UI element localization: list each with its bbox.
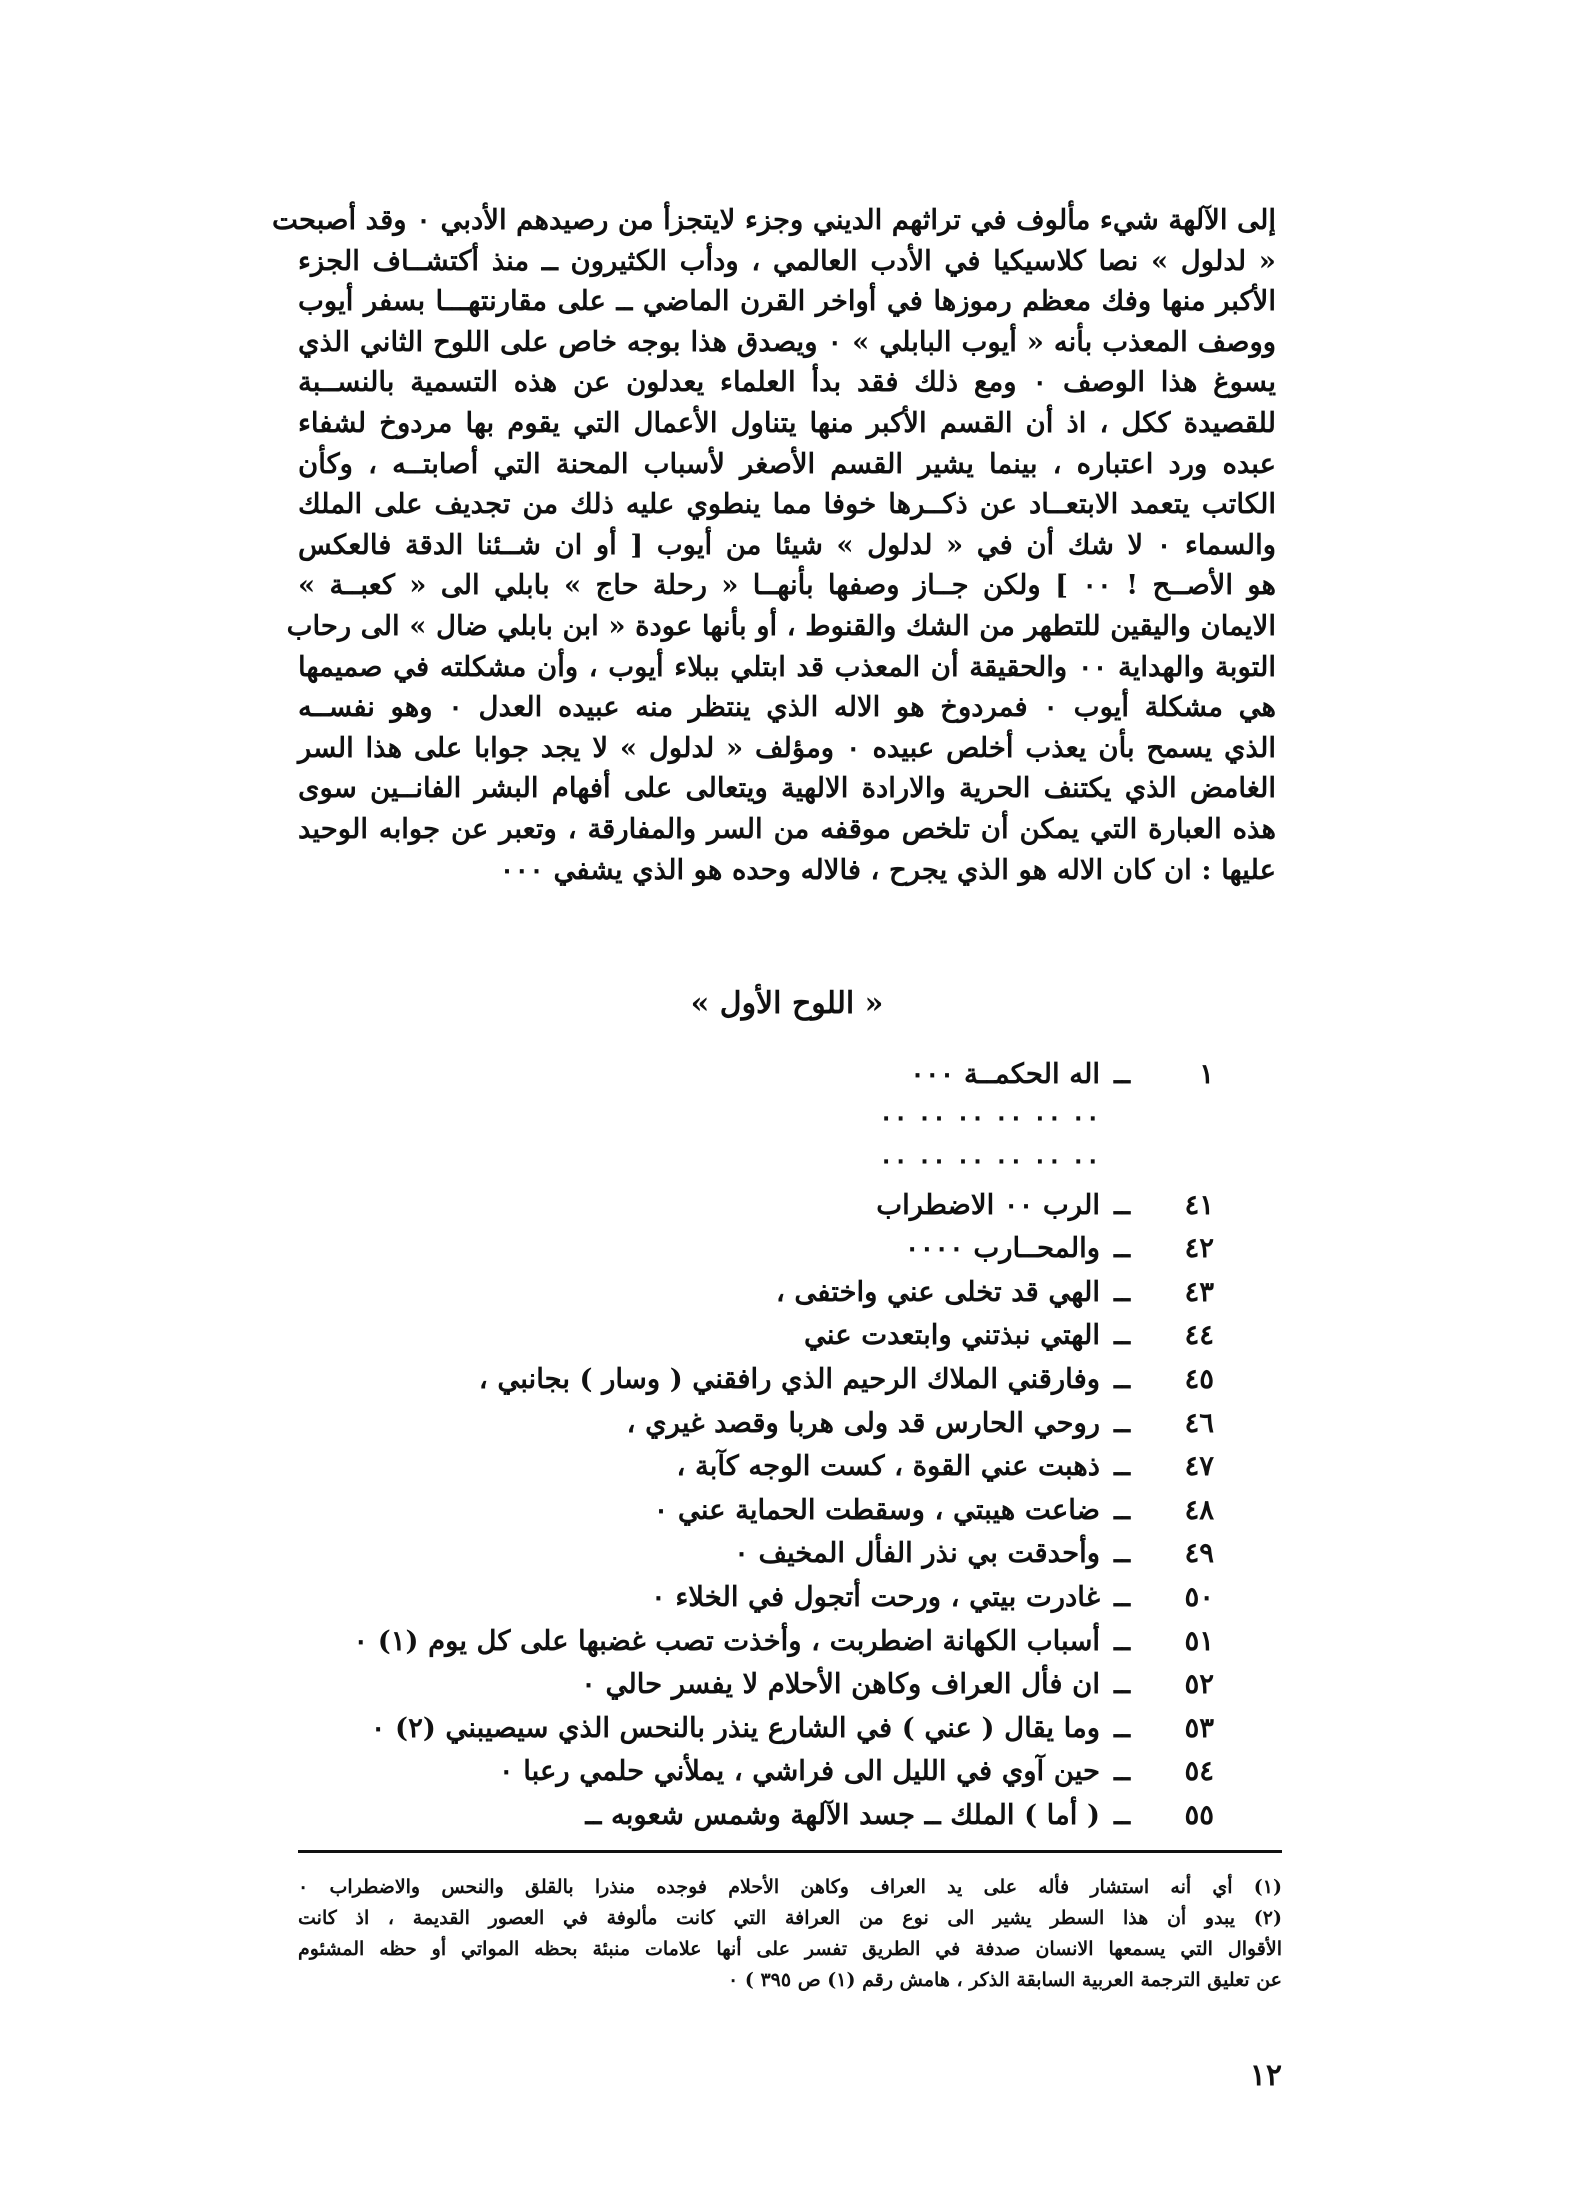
- verse-number: ٤٧: [1184, 1450, 1214, 1483]
- verse-dash: ــ: [1113, 1798, 1131, 1831]
- verse-dash: ــ: [1113, 1668, 1131, 1701]
- body-line: هي مشكلة أيوب ٠ فمردوخ هو الاله الذي ينتظر منه عبيده العدل ٠ وهو نفســه: [298, 691, 1276, 724]
- section-title: « اللوح الأول »: [690, 986, 884, 1021]
- body-line: هذه العبارة التي يمكن أن تلخص موقفه من السر والمفارقة ، وتعبر عن جوابه الوحيد: [298, 812, 1276, 845]
- verse-item: [580, 1052, 1214, 1096]
- verse-item: [580, 1793, 1214, 1837]
- verse-item: [498, 1750, 1214, 1794]
- verse-text: روحي الحارس قد ولى هربا وقصد غيري ،: [626, 1406, 1100, 1439]
- body-line: « لدلول » نصا كلاسيكيا في الأدب العالمي ، ودأب الكثيرون ــ منذ أكتشــاف الجزء: [298, 244, 1276, 277]
- body-line: ووصف المعذب بأنه « أيوب البابلي » ٠ ويصدق هذا بوجه خاص على اللوح الثاني الذي: [298, 325, 1277, 358]
- verse-text: وأحدقت بي نذر الفأل المخيف ٠: [734, 1537, 1100, 1570]
- verse-item: [580, 1270, 1214, 1314]
- body-line: هو الأصــح ! ٠٠ ] ولكن جــاز وصفها بأنهــا « رحلة حاج » بابلي الى « كعبــة »: [298, 569, 1276, 602]
- verse-item: [580, 1183, 1214, 1227]
- verse-dash: ــ: [1113, 1275, 1131, 1308]
- body-line: الغامض الذي يكتنف الحرية والارادة الالهية ويتعالى على أفهام البشر الفانــين سوى: [298, 772, 1276, 805]
- verse-dash: ــ: [1113, 1362, 1131, 1395]
- verse-number: ١: [1199, 1057, 1214, 1090]
- verse-text: الهي قد تخلى عني واختفى ،: [775, 1275, 1100, 1308]
- ellipsis-row: ٠٠ ٠٠ ٠٠ ٠٠ ٠٠ ٠٠: [878, 1101, 1100, 1133]
- verse-dash: ــ: [1113, 1755, 1131, 1788]
- verse-number: ٤٥: [1184, 1362, 1214, 1395]
- verse-number: ٤٤: [1184, 1319, 1214, 1352]
- verse-text: وما يقال ( عني ) في الشارع ينذر بالنحس الذي سيصيبني (٢) ٠: [370, 1711, 1100, 1744]
- verse-number: ٤٨: [1184, 1493, 1214, 1526]
- body-line: عبده ورد اعتباره ، بينما يشير القسم الأصغر لأسباب المحنة التي أصابتــه ، وكأن: [298, 447, 1276, 480]
- verse-text: ان فأل العراف وكاهن الأحلام لا يفسر حالي ٠: [581, 1668, 1100, 1701]
- body-line: الايمان واليقين للتطهر من الشك والقنوط ، أو بأنها عودة « ابن بابلي ضال » الى رحاب: [286, 609, 1276, 642]
- verse-text: الهتي نبذتني وابتعدت عني: [804, 1319, 1100, 1352]
- verse-dash: ــ: [1113, 1711, 1131, 1744]
- verse-item: [580, 1662, 1214, 1706]
- footnote-line: (١) أي أنه استشار فأله على يد العراف وكاهن الأحلام فوجده منذرا بالقلق والنحس والاضطراب ٠: [298, 1876, 1282, 1898]
- body-line: الأكبر منها وفك معظم رموزها في أواخر القرن الماضي ــ على مقارنتهـــا بسفر أيوب: [298, 285, 1276, 318]
- body-line: التوبة والهداية ٠٠ والحقيقة أن المعذب قد ابتلي ببلاء أيوب ، وأن مشكلته في صميمها: [298, 650, 1276, 683]
- verse-item: [580, 1575, 1214, 1619]
- verse-text: والمحــارب ٠٠٠٠: [904, 1232, 1100, 1265]
- verse-text: أسباب الكهانة اضطربت ، وأخذت تصب غضبها على كل يوم (١) ٠: [353, 1624, 1100, 1657]
- verse-number: ٥٠: [1184, 1580, 1214, 1613]
- verse-dash: ــ: [1113, 1232, 1131, 1265]
- verse-dash: ــ: [1113, 1624, 1131, 1657]
- verse-text: ذهبت عني القوة ، كست الوجه كآبة ،: [676, 1450, 1100, 1483]
- body-paragraph: [272, 200, 1277, 890]
- verse-dash: ــ: [1113, 1406, 1131, 1439]
- body-line: الكاتب يتعمد الابتعــاد عن ذكــرها خوفا مما ينطوي عليه ذلك من تجديف على الملك: [298, 488, 1276, 521]
- verse-dash: ــ: [1113, 1319, 1131, 1352]
- verse-number: ٥٢: [1184, 1668, 1214, 1701]
- footnote-divider: [298, 1850, 1282, 1853]
- body-line: والسماء ٠ لا شك أن في « لدلول » شيئا من أيوب [ أو ان شــئنا الدقة فالعكس: [298, 528, 1276, 561]
- body-line: الذي يسمح بأن يعذب أخلص عبيده ٠ ومؤلف « لدلول » لا يجد جوابا على هذا السر: [298, 731, 1276, 764]
- verse-item: [580, 1444, 1214, 1488]
- verse-item: [580, 1532, 1214, 1576]
- body-line: إلى الآلهة شيء مألوف في تراثهم الديني وجزء لايتجزأ من رصيدهم الأدبي ٠ وقد أصبحت: [272, 204, 1276, 236]
- verse-text: اله الحكمــة ٠٠٠: [910, 1057, 1100, 1090]
- verse-dash: ــ: [1113, 1057, 1131, 1090]
- footnote-line: (٢) يبدو أن هذا السطر يشير الى نوع من العرافة التي كانت مألوفة في العصور القديمة ، اذ كانت: [298, 1907, 1282, 1929]
- ellipsis-row: ٠٠ ٠٠ ٠٠ ٠٠ ٠٠ ٠٠: [878, 1145, 1100, 1177]
- verse-number: ٥١: [1184, 1624, 1214, 1657]
- verse-number: ٥٤: [1184, 1755, 1214, 1788]
- footnote-line: عن تعليق الترجمة العربية السابقة الذكر ، هامش رقم (١) ص ٣٩٥ ) ٠: [728, 1969, 1282, 1991]
- verse-text: غادرت بيتي ، ورحت أتجول في الخلاء ٠: [651, 1580, 1100, 1613]
- verse-item: [580, 1314, 1214, 1358]
- verse-number: ٤٣: [1184, 1275, 1214, 1308]
- body-line-last: عليها : ان كان الاله هو الذي يجرح ، فالاله وحده هو الذي يشفي ٠٠٠: [499, 853, 1276, 886]
- body-line: للقصيدة ككل ، اذ أن القسم الأكبر منها يتناول الأعمال التي يقوم بها مردوخ لشفاء: [298, 406, 1276, 439]
- page-number: ١٢: [1249, 2058, 1282, 2093]
- verse-dash: ــ: [1113, 1580, 1131, 1613]
- verse-dash: ــ: [1113, 1493, 1131, 1526]
- verse-item: [580, 1226, 1214, 1270]
- verse-item: [580, 1401, 1214, 1445]
- verse-text: ( أما ) الملك ــ جسد الآلهة وشمس شعوبه ــ: [585, 1798, 1100, 1831]
- footnotes: [298, 1872, 1282, 1996]
- verse-item: [580, 1488, 1214, 1532]
- verse-text: وفارقني الملاك الرحيم الذي رافقني ( وسار ) بجانبي ،: [478, 1362, 1100, 1395]
- verse-item: [478, 1357, 1214, 1401]
- verse-number: ٥٣: [1184, 1711, 1214, 1744]
- verse-number: ٤٩: [1184, 1537, 1214, 1570]
- verse-dash: ــ: [1113, 1188, 1131, 1221]
- verse-text: حين آوي في الليل الى فراشي ، يملأني حلمي رعبا ٠: [498, 1755, 1100, 1788]
- body-line: يسوغ هذا الوصف ٠ ومع ذلك فقد بدأ العلماء يعدلون عن هذه التسمية بالنســبة: [298, 366, 1276, 399]
- verse-dash: ــ: [1113, 1537, 1131, 1570]
- verse-text: الرب ٠٠ الاضطراب: [876, 1188, 1100, 1221]
- verse-item: [370, 1706, 1214, 1750]
- verse-item: [353, 1619, 1214, 1663]
- verse-number: ٤٦: [1184, 1406, 1214, 1439]
- verse-dash: ــ: [1113, 1450, 1131, 1483]
- footnote-line: الأقوال التي يسمعها الانسان صدفة في الطريق تفسر على أنها علامات منبئة بحظه المواتي أو حظه المشئوم: [298, 1938, 1282, 1960]
- verse-list: [353, 1052, 1214, 1837]
- verse-number: ٥٥: [1184, 1798, 1214, 1831]
- verse-number: ٤١: [1184, 1188, 1214, 1221]
- verse-number: ٤٢: [1184, 1232, 1214, 1265]
- verse-text: ضاعت هيبتي ، وسقطت الحماية عني ٠: [653, 1493, 1100, 1526]
